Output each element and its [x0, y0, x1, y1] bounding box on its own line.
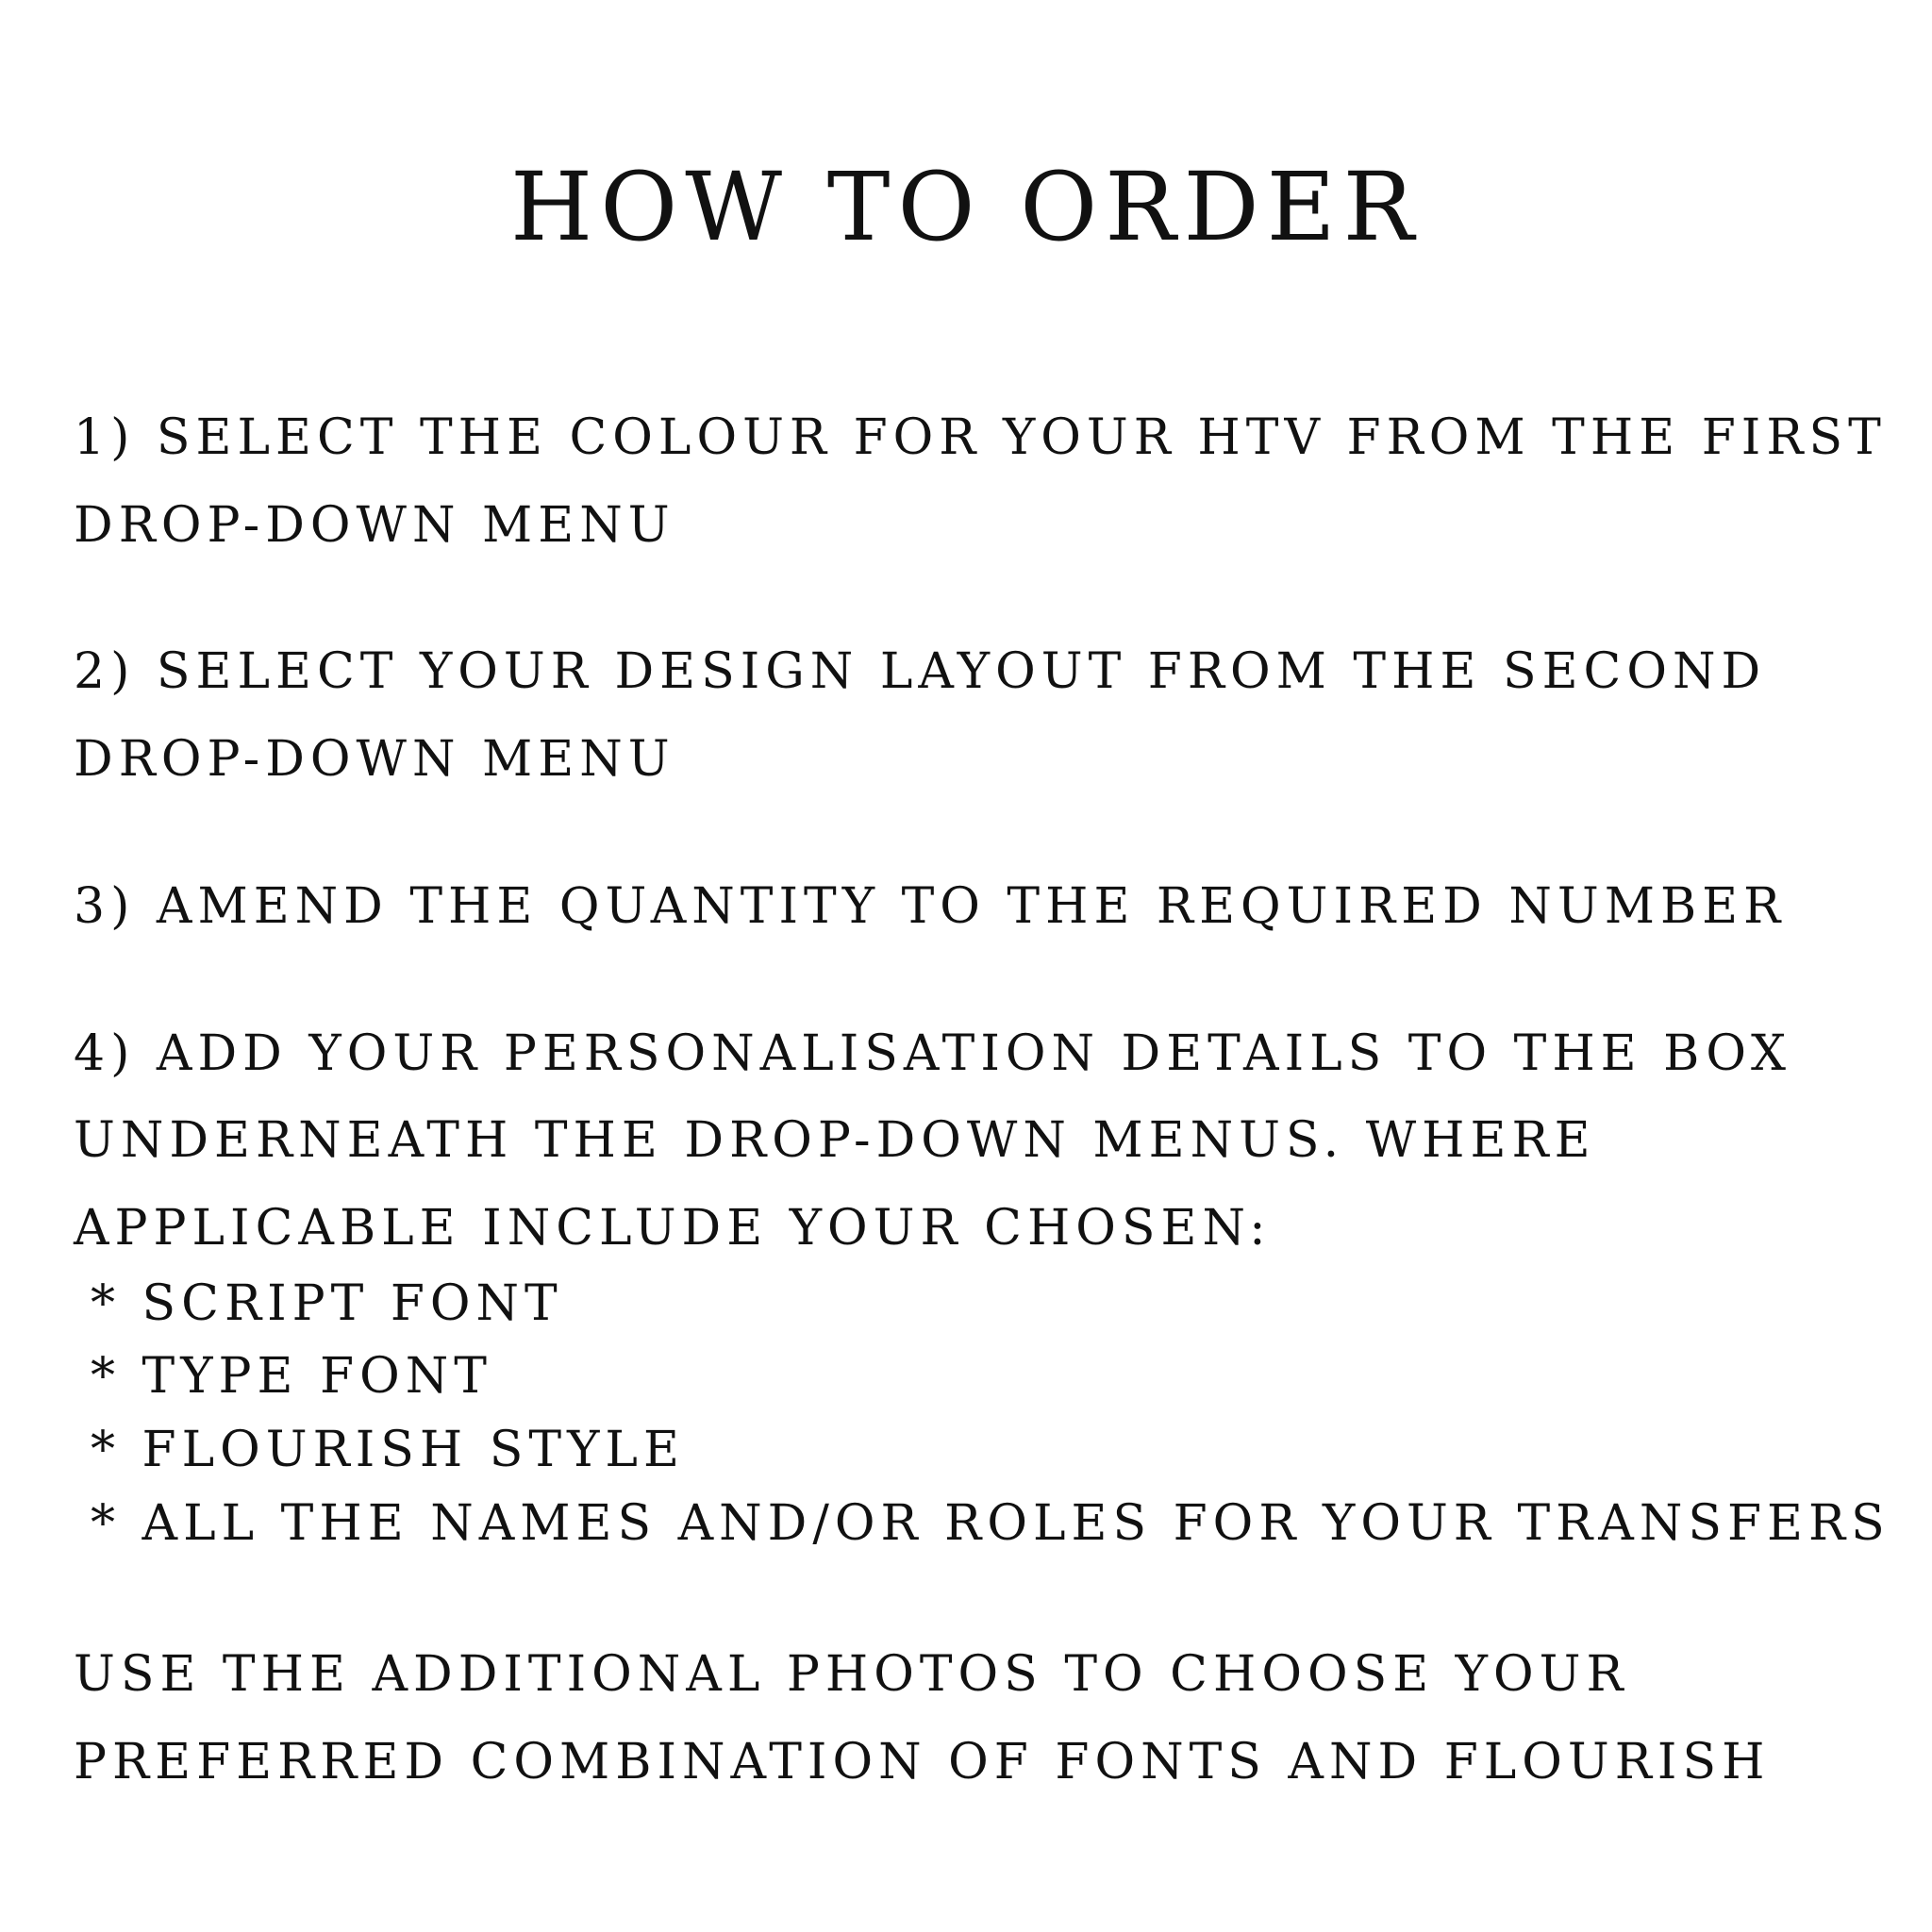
step-3-line-1: 3) AMEND THE QUANTITY TO THE REQUIRED NUMBER: [74, 878, 1787, 935]
step-2-line-1: 2) SELECT YOUR DESIGN LAYOUT FROM THE SECOND: [74, 643, 1767, 700]
bullet-script-font: * SCRIPT FONT: [91, 1275, 563, 1332]
step-1-line-2: DROP-DOWN MENU: [74, 497, 675, 554]
footer-line-2: PREFERRED COMBINATION OF FONTS AND FLOURISH: [74, 1734, 1771, 1790]
step-2-line-2: DROP-DOWN MENU: [74, 731, 675, 788]
bullet-type-font: * TYPE FONT: [91, 1348, 492, 1405]
step-4-line-3: APPLICABLE INCLUDE YOUR CHOSEN:: [74, 1200, 1272, 1257]
bullet-names-roles: * ALL THE NAMES AND/OR ROLES FOR YOUR TRANSFERS: [91, 1495, 1890, 1552]
page-title: HOW TO ORDER: [510, 152, 1422, 262]
step-4-line-1: 4) ADD YOUR PERSONALISATION DETAILS TO THE BOX: [74, 1025, 1792, 1082]
footer-line-1: USE THE ADDITIONAL PHOTOS TO CHOOSE YOUR: [74, 1646, 1629, 1703]
step-1-line-1: 1) SELECT THE COLOUR FOR YOUR HTV FROM THE FIRST: [74, 409, 1887, 466]
bullet-flourish-style: * FLOURISH STYLE: [91, 1422, 685, 1478]
step-4-line-2: UNDERNEATH THE DROP-DOWN MENUS. WHERE: [74, 1112, 1596, 1169]
